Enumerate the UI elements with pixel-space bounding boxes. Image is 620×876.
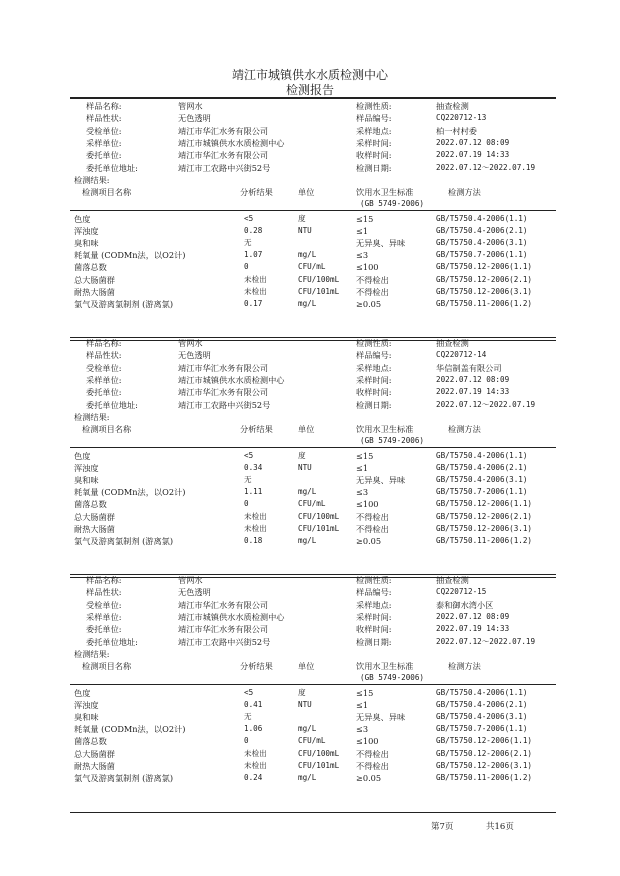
value-name: 管网水 xyxy=(178,575,203,585)
item-limit: ≥0.05 xyxy=(356,535,382,546)
value-sampling_time: 2022.07.12 08:09 xyxy=(436,374,510,384)
item-method: GB/T5750.12-2006(1.1) xyxy=(436,499,533,509)
item-limit: 不得检出 xyxy=(356,748,389,759)
item-limit: ≤100 xyxy=(356,499,379,510)
value-received: 2022.07.19 14:33 xyxy=(436,624,510,634)
item-name: 耗氧量 (CODMn法，以O2计) xyxy=(74,250,186,261)
label-sampling_site: 采样地点: xyxy=(356,125,392,136)
label-sampling_unit: 采样单位: xyxy=(86,137,122,148)
value-client: 靖江市华汇水务有限公司 xyxy=(178,150,269,161)
item-method: GB/T5750.7-2006(1.1) xyxy=(436,250,528,260)
item-method: GB/T5750.4-2006(3.1) xyxy=(436,712,528,722)
item-method: GB/T5750.11-2006(1.2) xyxy=(436,772,533,782)
item-result: 无 xyxy=(244,712,252,722)
item-name: 臭和味 xyxy=(74,238,99,249)
item-name: 总大肠菌群 xyxy=(74,274,115,285)
item-name: 菌落总数 xyxy=(74,262,107,273)
item-result: 0.24 xyxy=(244,772,263,782)
value-site: 华信制盖有限公司 xyxy=(436,362,502,373)
col-method-header: 检测方法 xyxy=(448,661,481,671)
value-name: 管网水 xyxy=(178,338,203,348)
value-type: 抽查检测 xyxy=(436,101,469,111)
item-unit: CFU/100mL xyxy=(298,274,340,284)
value-address: 靖江市工农路中兴街52号 xyxy=(178,399,271,410)
label-client_address: 委托单位地址: xyxy=(86,399,138,410)
col-method-header: 检测方法 xyxy=(448,187,481,197)
item-method: GB/T5750.12-2006(3.1) xyxy=(436,286,533,296)
value-state: 无色透明 xyxy=(178,113,211,124)
label-sample_state: 样品性状: xyxy=(86,587,122,598)
item-limit: 不得检出 xyxy=(356,286,389,297)
item-result: 未检出 xyxy=(244,511,267,521)
col-standard-ref: (GB 5749-2006) xyxy=(360,673,425,682)
item-name: 臭和味 xyxy=(74,475,99,486)
col-unit-header: 单位 xyxy=(298,424,315,434)
label-sampling_unit: 采样单位: xyxy=(86,374,122,385)
item-name: 菌落总数 xyxy=(74,499,107,510)
item-limit: 不得检出 xyxy=(356,274,389,285)
label-test_date: 检测日期: xyxy=(356,636,392,647)
value-received: 2022.07.19 14:33 xyxy=(436,387,510,397)
item-limit: ≤3 xyxy=(356,487,369,498)
label-client: 委托单位: xyxy=(86,150,122,161)
item-method: GB/T5750.7-2006(1.1) xyxy=(436,487,528,497)
value-type: 抽查检测 xyxy=(436,575,469,585)
item-limit: ≤15 xyxy=(356,688,374,698)
results-label: 检测结果: xyxy=(74,175,110,185)
label-entrusted_by: 受检单位: xyxy=(86,362,122,373)
label-client_address: 委托单位地址: xyxy=(86,636,138,647)
label-sampling_time: 采样时间: xyxy=(356,374,392,385)
label-test_date: 检测日期: xyxy=(356,399,392,410)
item-result: <5 xyxy=(244,214,254,223)
report-subtitle: 检测报告 xyxy=(285,83,334,97)
report-title: 靖江市城镇供水水质检测中心 xyxy=(231,68,388,82)
item-limit: ≤15 xyxy=(356,214,374,224)
item-name: 氯气及游离氯制剂 (游离氯) xyxy=(74,772,174,783)
col-standard-header: 饮用水卫生标准 xyxy=(356,187,414,197)
label-sample_name: 样品名称: xyxy=(86,338,122,348)
item-name: 耗氧量 (CODMn法，以O2计) xyxy=(74,724,186,735)
item-limit: 不得检出 xyxy=(356,760,389,771)
label-test_type: 检测性质: xyxy=(356,338,392,348)
value-site: 柏一村村委 xyxy=(436,125,477,136)
item-unit: 度 xyxy=(298,688,306,697)
value-sampling_unit: 靖江市城镇供水水质检测中心 xyxy=(178,611,285,622)
item-method: GB/T5750.12-2006(2.1) xyxy=(436,274,533,284)
item-method: GB/T5750.4-2006(1.1) xyxy=(436,214,528,223)
item-name: 总大肠菌群 xyxy=(74,511,115,522)
item-name: 菌落总数 xyxy=(74,736,107,747)
label-sampling_site: 采样地点: xyxy=(356,362,392,373)
item-unit: CFU/mL xyxy=(298,262,326,272)
item-result: 未检出 xyxy=(244,748,267,758)
item-unit: mg/L xyxy=(298,535,317,545)
label-test_type: 检测性质: xyxy=(356,575,392,585)
item-name: 色度 xyxy=(74,214,91,224)
bottom-rule xyxy=(70,812,556,813)
value-name: 管网水 xyxy=(178,101,203,111)
value-sampling_time: 2022.07.12 08:09 xyxy=(436,611,510,621)
item-method: GB/T5750.4-2006(3.1) xyxy=(436,475,528,485)
item-limit: 不得检出 xyxy=(356,511,389,522)
item-name: 氯气及游离氯制剂 (游离氯) xyxy=(74,298,174,309)
value-client: 靖江市华汇水务有限公司 xyxy=(178,387,269,398)
item-limit: 不得检出 xyxy=(356,523,389,534)
item-limit: ≤1 xyxy=(356,226,369,237)
label-sample_name: 样品名称: xyxy=(86,575,122,585)
value-type: 抽查检测 xyxy=(436,338,469,348)
col-standard-header: 饮用水卫生标准 xyxy=(356,661,414,671)
item-name: 耗氧量 (CODMn法，以O2计) xyxy=(74,487,186,498)
value-state: 无色透明 xyxy=(178,350,211,361)
item-unit: 度 xyxy=(298,451,306,460)
col-standard-ref: (GB 5749-2006) xyxy=(360,199,425,208)
col-result-header: 分析结果 xyxy=(240,661,273,671)
col-unit-header: 单位 xyxy=(298,187,315,197)
value-received: 2022.07.19 14:33 xyxy=(436,150,510,160)
item-result: 1.06 xyxy=(244,724,263,734)
value-state: 无色透明 xyxy=(178,587,211,598)
value-entrusted: 靖江市华汇水务有限公司 xyxy=(178,599,269,610)
item-unit: mg/L xyxy=(298,724,317,734)
value-no: CQ220712-13 xyxy=(436,113,487,123)
label-sample_no: 样品编号: xyxy=(356,113,392,124)
label-client_address: 委托单位地址: xyxy=(86,162,138,173)
item-method: GB/T5750.12-2006(2.1) xyxy=(436,511,533,521)
item-name: 浑浊度 xyxy=(74,226,99,237)
label-sampling_time: 采样时间: xyxy=(356,137,392,148)
item-limit: ≥0.05 xyxy=(356,298,382,309)
label-sample_state: 样品性状: xyxy=(86,350,122,361)
item-result: 0.34 xyxy=(244,463,263,473)
item-result: 0.28 xyxy=(244,226,263,236)
item-name: 浑浊度 xyxy=(74,700,99,711)
item-result: 1.07 xyxy=(244,250,263,260)
col-method-header: 检测方法 xyxy=(448,424,481,434)
item-result: 0 xyxy=(244,736,249,746)
item-result: 0.17 xyxy=(244,298,263,308)
label-sample_no: 样品编号: xyxy=(356,350,392,361)
col-item-header: 检测项目名称 xyxy=(82,661,132,671)
item-limit: ≥0.05 xyxy=(356,772,382,783)
item-unit: mg/L xyxy=(298,487,317,497)
item-unit: NTU xyxy=(298,463,312,473)
label-sampling_time: 采样时间: xyxy=(356,611,392,622)
value-sampling_unit: 靖江市城镇供水水质检测中心 xyxy=(178,137,285,148)
section-separator xyxy=(70,337,556,341)
label-sample_state: 样品性状: xyxy=(86,113,122,124)
item-result: 0.18 xyxy=(244,535,263,545)
item-result: 未检出 xyxy=(244,286,267,296)
item-limit: ≤3 xyxy=(356,250,369,261)
item-result: 未检出 xyxy=(244,760,267,770)
item-limit: ≤3 xyxy=(356,724,369,735)
item-limit: ≤1 xyxy=(356,463,369,474)
item-unit: CFU/101mL xyxy=(298,286,340,296)
header-rule xyxy=(70,210,556,211)
item-method: GB/T5750.12-2006(1.1) xyxy=(436,262,533,272)
item-limit: ≤100 xyxy=(356,262,379,273)
label-sample_no: 样品编号: xyxy=(356,587,392,598)
item-unit: CFU/100mL xyxy=(298,748,340,758)
item-unit: CFU/100mL xyxy=(298,511,340,521)
item-limit: ≤100 xyxy=(356,736,379,747)
col-result-header: 分析结果 xyxy=(240,424,273,434)
item-unit: 度 xyxy=(298,214,306,223)
col-result-header: 分析结果 xyxy=(240,187,273,197)
item-name: 氯气及游离氯制剂 (游离氯) xyxy=(74,535,174,546)
item-result: 0 xyxy=(244,499,249,509)
value-address: 靖江市工农路中兴街52号 xyxy=(178,162,271,173)
item-name: 耐热大肠菌 xyxy=(74,523,115,534)
section-separator xyxy=(70,574,556,578)
item-unit: mg/L xyxy=(298,298,317,308)
item-method: GB/T5750.4-2006(2.1) xyxy=(436,700,528,710)
label-client: 委托单位: xyxy=(86,387,122,398)
item-method: GB/T5750.12-2006(3.1) xyxy=(436,523,533,533)
label-received_time: 收样时间: xyxy=(356,387,392,398)
value-no: CQ220712-15 xyxy=(436,587,487,597)
item-method: GB/T5750.4-2006(2.1) xyxy=(436,226,528,236)
label-entrusted_by: 受检单位: xyxy=(86,599,122,610)
item-unit: NTU xyxy=(298,226,312,236)
value-sampling_unit: 靖江市城镇供水水质检测中心 xyxy=(178,374,285,385)
label-test_type: 检测性质: xyxy=(356,101,392,111)
item-limit: 无异臭、异味 xyxy=(356,238,406,249)
item-unit: CFU/101mL xyxy=(298,523,340,533)
value-address: 靖江市工农路中兴街52号 xyxy=(178,636,271,647)
results-label: 检测结果: xyxy=(74,412,110,422)
item-name: 臭和味 xyxy=(74,712,99,723)
item-method: GB/T5750.4-2006(1.1) xyxy=(436,451,528,460)
value-client: 靖江市华汇水务有限公司 xyxy=(178,624,269,635)
item-name: 浑浊度 xyxy=(74,463,99,474)
item-name: 耐热大肠菌 xyxy=(74,286,115,297)
item-result: 未检出 xyxy=(244,523,267,533)
label-received_time: 收样时间: xyxy=(356,150,392,161)
col-unit-header: 单位 xyxy=(298,661,315,671)
item-result: 无 xyxy=(244,475,252,485)
item-method: GB/T5750.4-2006(3.1) xyxy=(436,238,528,248)
item-name: 总大肠菌群 xyxy=(74,748,115,759)
item-result: <5 xyxy=(244,688,254,697)
item-limit: 无异臭、异味 xyxy=(356,712,406,723)
item-result: 未检出 xyxy=(244,274,267,284)
results-label: 检测结果: xyxy=(74,649,110,659)
label-test_date: 检测日期: xyxy=(356,162,392,173)
value-sampling_time: 2022.07.12 08:09 xyxy=(436,137,510,147)
item-limit: ≤1 xyxy=(356,700,369,711)
header-rule xyxy=(70,447,556,448)
item-method: GB/T5750.11-2006(1.2) xyxy=(436,298,533,308)
item-method: GB/T5750.12-2006(3.1) xyxy=(436,760,533,770)
col-standard-ref: (GB 5749-2006) xyxy=(360,436,425,445)
value-test_date: 2022.07.12～2022.07.19 xyxy=(436,162,536,172)
item-name: 色度 xyxy=(74,451,91,461)
item-result: 无 xyxy=(244,238,252,248)
item-method: GB/T5750.7-2006(1.1) xyxy=(436,724,528,734)
label-sampling_unit: 采样单位: xyxy=(86,611,122,622)
label-received_time: 收样时间: xyxy=(356,624,392,635)
item-method: GB/T5750.12-2006(1.1) xyxy=(436,736,533,746)
label-entrusted_by: 受检单位: xyxy=(86,125,122,136)
item-unit: mg/L xyxy=(298,772,317,782)
item-unit: CFU/mL xyxy=(298,499,326,509)
value-entrusted: 靖江市华汇水务有限公司 xyxy=(178,125,269,136)
item-name: 色度 xyxy=(74,688,91,698)
item-unit: mg/L xyxy=(298,250,317,260)
item-limit: 无异臭、异味 xyxy=(356,475,406,486)
item-unit: NTU xyxy=(298,700,312,710)
item-name: 耐热大肠菌 xyxy=(74,760,115,771)
value-test_date: 2022.07.12～2022.07.19 xyxy=(436,399,536,409)
item-result: <5 xyxy=(244,451,254,460)
item-method: GB/T5750.4-2006(2.1) xyxy=(436,463,528,473)
value-no: CQ220712-14 xyxy=(436,350,487,360)
header-rule xyxy=(70,684,556,685)
item-result: 1.11 xyxy=(244,487,263,497)
item-limit: ≤15 xyxy=(356,451,374,461)
value-site: 泰和御水湾小区 xyxy=(436,599,494,610)
label-sample_name: 样品名称: xyxy=(86,101,122,111)
label-sampling_site: 采样地点: xyxy=(356,599,392,610)
item-unit: CFU/mL xyxy=(298,736,326,746)
value-entrusted: 靖江市华汇水务有限公司 xyxy=(178,362,269,373)
item-method: GB/T5750.11-2006(1.2) xyxy=(436,535,533,545)
item-result: 0 xyxy=(244,262,249,272)
label-client: 委托单位: xyxy=(86,624,122,635)
item-method: GB/T5750.12-2006(2.1) xyxy=(436,748,533,758)
item-result: 0.41 xyxy=(244,700,263,710)
page-total: 共16页 xyxy=(486,822,514,832)
value-test_date: 2022.07.12～2022.07.19 xyxy=(436,636,536,646)
col-standard-header: 饮用水卫生标准 xyxy=(356,424,414,434)
page-number: 第7页 xyxy=(431,822,454,832)
top-rule xyxy=(70,97,556,99)
col-item-header: 检测项目名称 xyxy=(82,424,132,434)
item-method: GB/T5750.4-2006(1.1) xyxy=(436,688,528,697)
item-unit: CFU/101mL xyxy=(298,760,340,770)
col-item-header: 检测项目名称 xyxy=(82,187,132,197)
